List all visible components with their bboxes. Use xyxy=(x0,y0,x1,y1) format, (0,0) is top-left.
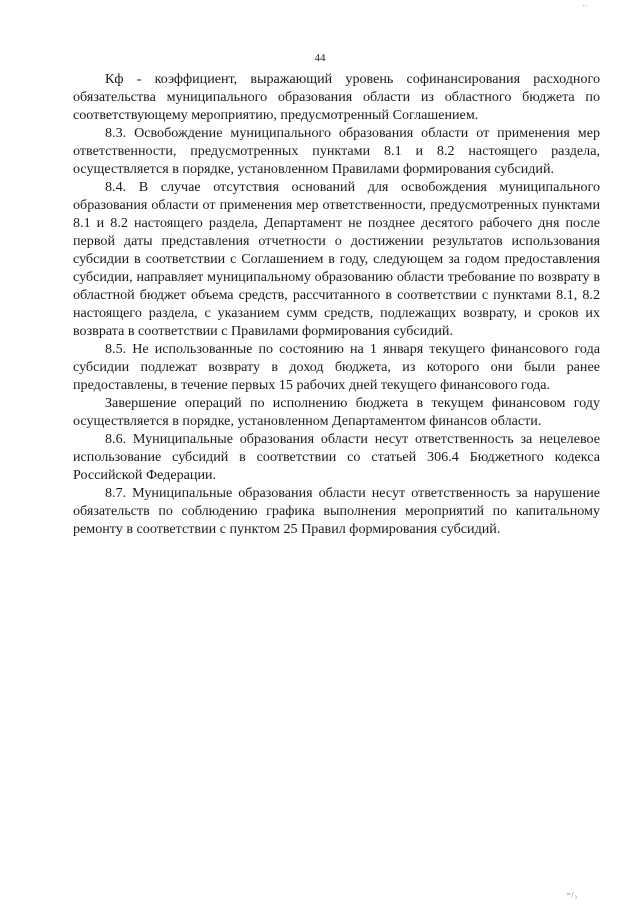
page-number: 44 xyxy=(314,52,326,64)
paragraph-8-5: 8.5. Не использованные по состоянию на 1 января текущего финансового года субсидии подлежат возврату в доход бюджета, из которого они были ранее предоставлены, в течение первых 15 рабочих дней текущего финансового года. xyxy=(73,341,600,393)
paragraph-budget-completion: Завершение операций по исполнению бюджета в текущем финансовом году осуществляется в порядке, установленном Департаментом финансов области. xyxy=(73,395,600,429)
paragraph-kf-definition: Кф - коэффициент, выражающий уровень софинансирования расходного обязательства муниципального образования области из областного бюджета по соответствующему мероприятию, предусмотренный Соглашением. xyxy=(73,71,600,123)
corner-mark: .. xyxy=(582,0,588,8)
paragraph-8-3: 8.3. Освобождение муниципального образования области от применения мер ответственности, предусмотренных пунктами 8.1 и 8.2 настоящего раздела, осуществляется в порядке, установленном Правилами формирования субсидий. xyxy=(73,125,600,177)
paragraph-8-4: 8.4. В случае отсутствия оснований для освобождения муниципального образования области от применения мер ответственности, предусмотренных пунктами 8.1 и 8.2 настоящего раздела, Департамент не позднее десятого рабочего дня после первой даты представления отчетности о достижении результатов использования субсидии в соответствии с Соглашением в году, следующем за годом предоставления субсидии, направляет муниципальному образованию области требование по возврату в областной бюджет объема средств, рассчитанного в соответствии с пунктами 8.1, 8.2 настоящего раздела, с указанием сумм средств, подлежащих возврату, и сроков их возврата в соответствии с Правилами формирования субсидий. xyxy=(73,179,600,339)
document-body xyxy=(73,70,600,538)
paragraph-8-7: 8.7. Муниципальные образования области несут ответственность за нарушение обязательств по соблюдению графика выполнения мероприятий по капитальному ремонту в соответствии с пунктом 25 Правил формирования субсидий. xyxy=(73,485,600,537)
paragraph-8-6: 8.6. Муниципальные образования области несут ответственность за нецелевое использование субсидий в соответствии со статьей 306.4 Бюджетного кодекса Российской Федерации. xyxy=(73,431,600,483)
footer-mark: ᵐ/₃ xyxy=(567,891,578,899)
